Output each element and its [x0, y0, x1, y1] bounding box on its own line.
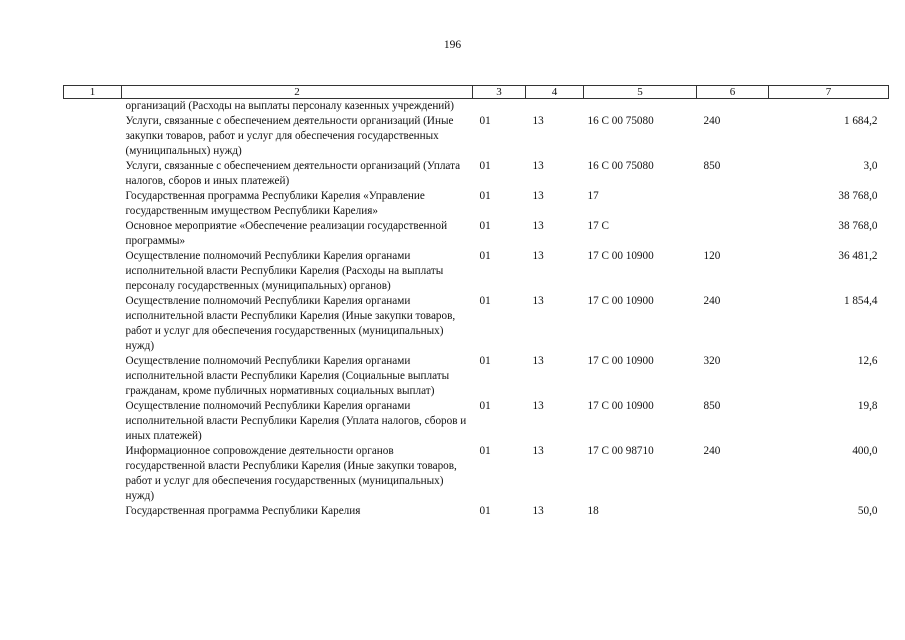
- row-amount: 38 768,0: [838, 220, 878, 232]
- row-empty-cell: [64, 189, 122, 219]
- row-expense-type: 240: [703, 295, 721, 307]
- table-row: [64, 159, 889, 189]
- row-section: [473, 99, 526, 115]
- row-target-article: 18: [587, 505, 599, 517]
- table-row: [64, 354, 889, 399]
- row-expense-type: 320: [703, 355, 721, 367]
- row-section: 01: [479, 505, 491, 517]
- row-target-article: 17: [587, 190, 599, 202]
- row-amount: 19,8: [857, 400, 878, 412]
- row-target-article: 17 С 00 10900: [587, 400, 654, 412]
- row-description: Осуществление полномочий Республики Карелия органами исполнительной власти Республики Карелия (Социальные выплаты гражданам, кроме публичных нормативных социальных выплат): [125, 355, 450, 397]
- column-header-1: 1: [64, 86, 122, 99]
- row-target-article: 16 С 00 75080: [587, 115, 654, 127]
- row-expense-type: [697, 219, 769, 249]
- row-empty-cell: [64, 399, 122, 444]
- row-subsection: 13: [532, 250, 544, 262]
- row-expense-type: [697, 99, 769, 115]
- row-empty-cell: [64, 504, 122, 519]
- row-subsection: 13: [532, 400, 544, 412]
- row-section: 01: [479, 400, 491, 412]
- row-empty-cell: [64, 249, 122, 294]
- table-row: [64, 219, 889, 249]
- row-section: 01: [479, 295, 491, 307]
- budget-table: [63, 85, 889, 519]
- row-subsection: 13: [532, 220, 544, 232]
- row-empty-cell: [64, 294, 122, 354]
- row-target-article: 17 С 00 10900: [587, 295, 654, 307]
- row-amount: 50,0: [857, 505, 878, 517]
- row-subsection: 13: [532, 160, 544, 172]
- row-description: Осуществление полномочий Республики Карелия органами исполнительной власти Республики Карелия (Иные закупки товаров, работ и услуг для обеспечения государственных (муниципальных) нужд): [125, 295, 456, 352]
- column-number-row: [64, 86, 889, 99]
- table-row: [64, 249, 889, 294]
- row-subsection: [526, 99, 584, 115]
- table-row: [64, 504, 889, 519]
- row-subsection: 13: [532, 445, 544, 457]
- table-row: [64, 444, 889, 504]
- column-header-6: 6: [697, 86, 769, 99]
- row-expense-type: 240: [703, 115, 721, 127]
- column-header-2: 2: [122, 86, 473, 99]
- row-section: 01: [479, 220, 491, 232]
- row-expense-type: 850: [703, 400, 721, 412]
- table-row: [64, 114, 889, 159]
- column-header-5: 5: [584, 86, 697, 99]
- row-target-article: 17 С 00 98710: [587, 445, 654, 457]
- row-amount: 3,0: [863, 160, 878, 172]
- row-target-article: [584, 99, 697, 115]
- row-amount: 36 481,2: [838, 250, 878, 262]
- row-empty-cell: [64, 354, 122, 399]
- row-expense-type: [697, 504, 769, 519]
- row-section: 01: [479, 250, 491, 262]
- row-expense-type: 120: [703, 250, 721, 262]
- row-empty-cell: [64, 444, 122, 504]
- row-expense-type: [697, 189, 769, 219]
- row-section: 01: [479, 355, 491, 367]
- row-subsection: 13: [532, 295, 544, 307]
- row-expense-type: 240: [703, 445, 721, 457]
- row-empty-cell: [64, 99, 122, 115]
- row-amount: 38 768,0: [838, 190, 878, 202]
- row-description: Основное мероприятие «Обеспечение реализации государственной программы»: [125, 220, 448, 247]
- row-empty-cell: [64, 219, 122, 249]
- row-amount: 1 854,4: [843, 295, 878, 307]
- table-row: [64, 294, 889, 354]
- row-subsection: 13: [532, 505, 544, 517]
- row-section: 01: [479, 115, 491, 127]
- row-section: 01: [479, 445, 491, 457]
- row-amount: [769, 99, 889, 115]
- table-row: [64, 189, 889, 219]
- row-description: организаций (Расходы на выплаты персоналу казенных учреждений): [125, 100, 455, 112]
- row-section: 01: [479, 160, 491, 172]
- row-description: Услуги, связанные с обеспечением деятельности организаций (Уплата налогов, сборов и иных платежей): [125, 160, 461, 187]
- row-target-article: 16 С 00 75080: [587, 160, 654, 172]
- row-expense-type: 850: [703, 160, 721, 172]
- page-number: 196: [443, 39, 462, 51]
- row-description: Осуществление полномочий Республики Карелия органами исполнительной власти Республики Карелия (Расходы на выплаты персоналу государственных (муниципальных) органов): [125, 250, 444, 292]
- row-amount: 12,6: [857, 355, 878, 367]
- row-description: Государственная программа Республики Карелия: [125, 505, 361, 517]
- row-target-article: 17 С: [587, 220, 609, 232]
- row-description: Государственная программа Республики Карелия «Управление государственным имуществом Республики Карелия»: [125, 190, 425, 217]
- row-subsection: 13: [532, 190, 544, 202]
- row-amount: 400,0: [852, 445, 878, 457]
- row-empty-cell: [64, 159, 122, 189]
- row-section: 01: [479, 190, 491, 202]
- row-target-article: 17 С 00 10900: [587, 355, 654, 367]
- column-header-3: 3: [473, 86, 526, 99]
- row-empty-cell: [64, 114, 122, 159]
- row-amount: 1 684,2: [843, 115, 878, 127]
- column-header-4: 4: [526, 86, 584, 99]
- row-target-article: 17 С 00 10900: [587, 250, 654, 262]
- row-description: Услуги, связанные с обеспечением деятельности организаций (Иные закупки товаров, работ и услуг для обеспечения государственных (муниципальных) нужд): [125, 115, 454, 157]
- row-description: Осуществление полномочий Республики Карелия органами исполнительной власти Республики Карелия (Уплата налогов, сборов и иных платежей): [125, 400, 467, 442]
- row-subsection: 13: [532, 355, 544, 367]
- table-row: [64, 399, 889, 444]
- column-header-7: 7: [769, 86, 889, 99]
- row-subsection: 13: [532, 115, 544, 127]
- row-description: Информационное сопровождение деятельности органов государственной власти Республики Карелия (Иные закупки товаров, работ и услуг для обеспечения государственных (муниципальных) нужд): [125, 445, 457, 502]
- table-row: [64, 99, 889, 115]
